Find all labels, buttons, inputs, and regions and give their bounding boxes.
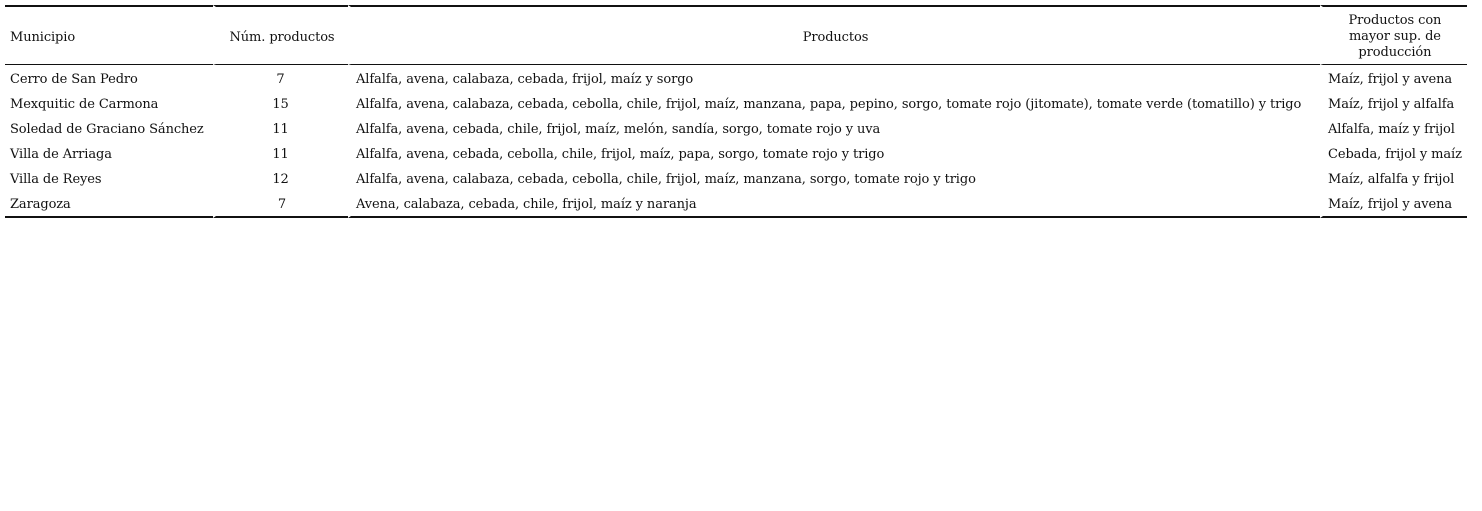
cell-productos: Alfalfa, avena, calabaza, cebada, frijol, maíz y sorgo bbox=[348, 65, 1320, 92]
cell-mayor-sup: Maíz, frijol y alfalfa bbox=[1320, 92, 1467, 117]
header-municipio: Municipio bbox=[5, 5, 213, 65]
cell-num-productos: 7 bbox=[213, 192, 348, 218]
table-row bbox=[5, 167, 1467, 192]
cell-municipio: Mexquitic de Carmona bbox=[10, 97, 159, 112]
cell-municipio: Zaragoza bbox=[5, 192, 213, 218]
header-mayor-sup: Productos con mayor sup. de producción bbox=[1320, 5, 1467, 65]
table-row bbox=[5, 65, 1467, 92]
cell-productos: Avena, calabaza, cebada, chile, frijol, maíz y naranja bbox=[348, 192, 1320, 218]
cell-num-productos: 11 bbox=[272, 147, 289, 162]
cell-num-productos: 12 bbox=[272, 172, 289, 187]
table-row bbox=[5, 142, 1467, 167]
table-row bbox=[5, 192, 1467, 218]
table-row bbox=[5, 117, 1467, 142]
table-body bbox=[5, 65, 1467, 218]
cell-productos: Alfalfa, avena, cebada, chile, frijol, maíz, melón, sandía, sorgo, tomate rojo y uva bbox=[348, 117, 1320, 142]
cell-num-productos: 7 bbox=[276, 72, 285, 87]
table-row bbox=[5, 92, 1467, 117]
cell-productos: Alfalfa, avena, cebada, cebolla, chile, frijol, maíz, papa, sorgo, tomate rojo y trigo bbox=[348, 142, 1320, 167]
header-productos: Productos bbox=[348, 5, 1320, 65]
header-row bbox=[5, 5, 1467, 65]
cell-productos: Alfalfa, avena, calabaza, cebada, cebolla, chile, frijol, maíz, manzana, papa, pepino, sorgo, tomate rojo (jitomate), tomate verde (tomatillo) y trigo bbox=[348, 92, 1320, 117]
header-num-productos: Núm. productos bbox=[213, 5, 348, 65]
cell-mayor-sup: Maíz, alfalfa y frijol bbox=[1320, 167, 1467, 192]
cell-productos: Alfalfa, avena, calabaza, cebada, cebolla, chile, frijol, maíz, manzana, sorgo, tomate rojo y trigo bbox=[348, 167, 1320, 192]
cell-mayor-sup: Maíz, frijol y avena bbox=[1320, 192, 1467, 218]
cell-num-productos: 11 bbox=[272, 122, 289, 137]
cell-municipio: Soledad de Graciano Sánchez bbox=[10, 122, 204, 137]
table-header bbox=[5, 5, 1467, 65]
cell-num-productos: 15 bbox=[272, 97, 289, 112]
cell-mayor-sup: Cebada, frijol y maíz bbox=[1320, 142, 1467, 167]
cell-municipio: Cerro de San Pedro bbox=[10, 72, 138, 87]
cell-municipio: Villa de Reyes bbox=[10, 172, 102, 187]
cell-mayor-sup: Maíz, frijol y avena bbox=[1320, 65, 1467, 92]
cell-mayor-sup: Alfalfa, maíz y frijol bbox=[1320, 117, 1467, 142]
cell-municipio: Villa de Arriaga bbox=[10, 147, 112, 162]
data-table-container bbox=[5, 5, 1467, 218]
products-table bbox=[5, 5, 1467, 218]
